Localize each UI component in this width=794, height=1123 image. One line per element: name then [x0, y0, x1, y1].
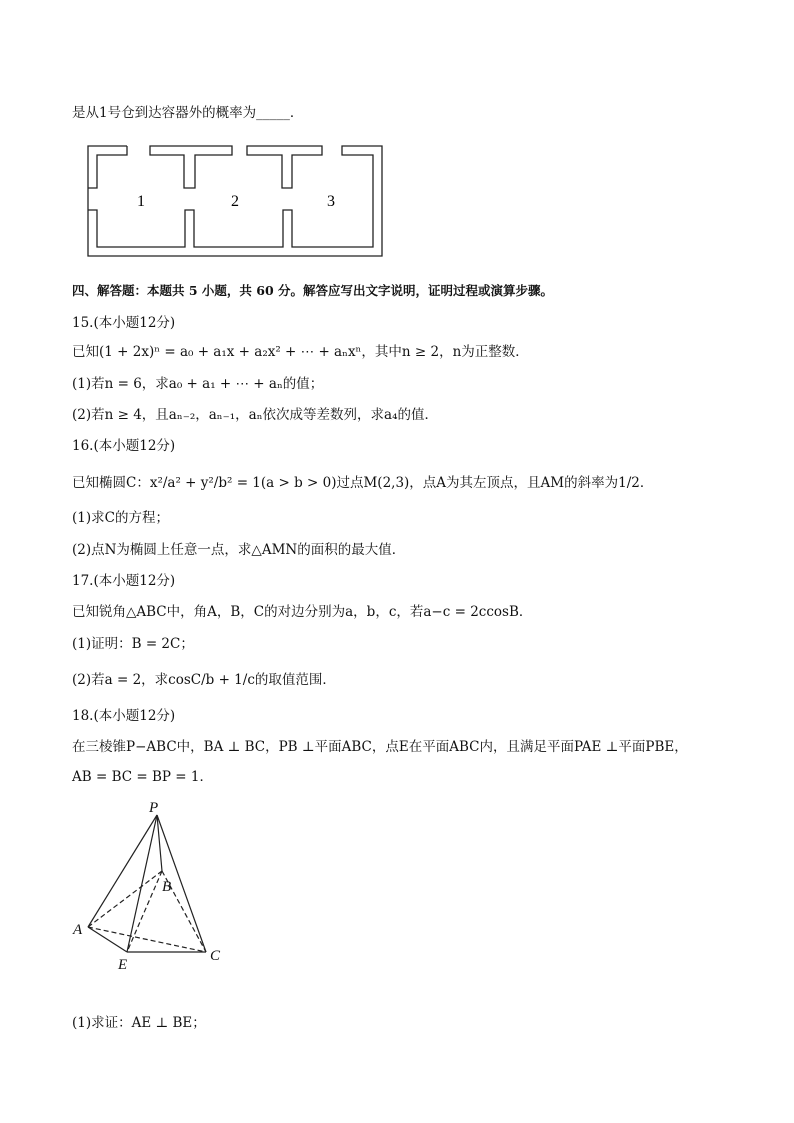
problem-17-part-1: (1)证明：B = 2C； — [72, 636, 194, 652]
wall-t2 — [247, 146, 322, 188]
problem-15-heading: 15.(本小题12分) — [72, 315, 176, 331]
problem-16-stem: 已知椭圆C：x²/a² + y²/b² = 1(a > b > 0)过点M(2,3)，点A为其左顶点，且AM的斜率为1/2． — [72, 475, 654, 491]
problem-17-part-2: (2)若a = 2，求cosC/b + 1/c的取值范围． — [72, 672, 336, 688]
section-header: 四、解答题：本题共 5 小题，共 60 分。解答应写出文字说明，证明过程或演算步骤。 — [72, 283, 554, 298]
chamber-label-1: 1 — [137, 193, 145, 210]
edge-PE — [127, 815, 157, 952]
container-figure — [80, 140, 390, 265]
problem-15-stem: 已知(1 + 2x)ⁿ = a₀ + a₁x + a₂x² + ⋯ + aₙxⁿ，其中n ≥ 2，n为正整数． — [72, 344, 529, 360]
vertex-label-B: B — [162, 879, 172, 895]
problem-16-part-2: (2)点N为椭圆上任意一点，求△AMN的面积的最大值． — [72, 542, 406, 558]
problem-17-heading: 17.(本小题12分) — [72, 573, 176, 589]
problem-15-part-2: (2)若n ≥ 4，且aₙ₋₂，aₙ₋₁，aₙ依次成等差数列，求a₄的值． — [72, 407, 439, 423]
wall-top-left-inner — [88, 146, 127, 188]
problem-16-heading: 16.(本小题12分) — [72, 438, 176, 454]
chamber-label-3: 3 — [327, 193, 335, 210]
wall-t1 — [150, 146, 232, 188]
intro-line: 是从1号仓到达容器外的概率为_____． — [72, 105, 304, 121]
problem-18-part-1: (1)求证：AE ⊥ BE； — [72, 1015, 206, 1031]
edge-PA — [88, 815, 157, 927]
edge-AB — [88, 871, 162, 927]
edge-AC — [88, 927, 206, 952]
problem-17-stem: 已知锐角△ABC中，角A，B，C的对边分别为a，b，c，若a−c = 2ccosB． — [72, 604, 533, 620]
chamber-label-2: 2 — [231, 193, 239, 210]
vertex-label-C: C — [210, 948, 221, 964]
problem-16-part-1: (1)求C的方程； — [72, 510, 169, 526]
vertex-label-A: A — [73, 922, 83, 938]
problem-15-part-1: (1)若n = 6，求a₀ + a₁ + ⋯ + aₙ的值； — [72, 376, 324, 392]
edge-BE — [127, 871, 162, 952]
pyramid-figure — [70, 795, 240, 975]
problem-18-heading: 18.(本小题12分) — [72, 708, 176, 724]
problem-18-stem: 在三棱锥P−ABC中，BA ⊥ BC，PB ⊥平面ABC，点E在平面ABC内，且满足平面PAE ⊥平面PBE， — [72, 739, 688, 755]
problem-18-stem-cont: AB = BC = BP = 1． — [72, 769, 213, 785]
vertex-label-P: P — [149, 800, 159, 816]
vertex-label-E: E — [118, 957, 128, 973]
